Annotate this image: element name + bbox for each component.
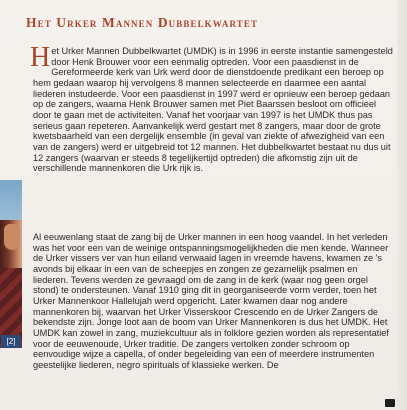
article-title: Het Urker Mannen Dubbelkwartet <box>26 15 259 30</box>
page-edge <box>397 0 407 410</box>
photo-sky <box>0 180 22 220</box>
article-paragraph-2: Al eeuwenlang staat de zang bij de Urker mannen in een hoog vaandel. In het verleden was het voor een van de weinige ontspanningsmogelijkheden die men kende. Wanneer de Urker vissers ver van hun eiland verwaaid lagen in vreemde havens, kwamen ze 's avonds bij elkaar in een van de scheepjes en zongen ze gezamelijk psalmen en liederen. Tevens werden ze gevraagd om de zang in de kerk (waar nog geen orgel stond) te ondersteunen. Vanaf 1910 ging dit in georganiseerde vorm verder, toen het Urker Mannenkoor Hallelujah werd opgericht. Later kwamen daar nog andere mannenkoren bij, waarvan het Urker Visserskoor Crescendo en de Urker Zangers de bekendste zijn. Jonge loot aan de boom van Urker Mannenkoren is dus het UMDK. Het UMDK kan zowel in zang, muziekcultuur als in folklore gezien worden als representatief voor de eeuwenoude, Urker traditie. De zangers vertolken zonder schroom op eenvoudige wijze a capella, of onder begeleiding van een of meerdere instrumenten geestelijke liederen, negro spirituals of klassieke werken. De <box>33 232 389 370</box>
photo-face <box>4 224 20 250</box>
corner-mark-icon <box>385 399 395 407</box>
article-paragraph-1 <box>30 42 393 174</box>
paragraph-1-text: et Urker Mannen Dubbelkwartet (UMDK) is in 1996 in eerste instantie samengesteld door Henk Brouwer voor een eenmalig optreden. Voor een paasdienst in de Gereformeerde kerk van Urk werd door de dienstdoende predikant een beroep op hem gedaan waarop hij vervolgens 8 mannen selecteerde en daarmee een aantal liederen instudeerde. Voor een paasdienst in 1997 werd er opnieuw een beroep gedaan op de zangers, waarna Henk Brouwer samen met Piet Baarssen besloot om officieel door te gaan met de activiteiten. Vanaf het voorjaar van 1997 is het UMDK thus pas serieus gaan repeteren. Aanvankelijk werd gestart met 8 zangers, maar door de grote kwetsbaarheid van een dergelijk ensemble (in geval van ziekte of afwezigheid van een van de zangers) werd er uitgebreid tot 12 mannen. Het dubbelkwartet bestaat nu dus uit 12 zangers (waarvan er steeds 8 tegelijkertijd optreden) die afkomstig zijn uit de verschillende mannenkoren die Urk rijk is. <box>33 46 393 174</box>
singer-photo <box>0 180 22 348</box>
photo-number-badge: [2] <box>1 335 21 348</box>
drop-cap: H <box>30 42 51 73</box>
